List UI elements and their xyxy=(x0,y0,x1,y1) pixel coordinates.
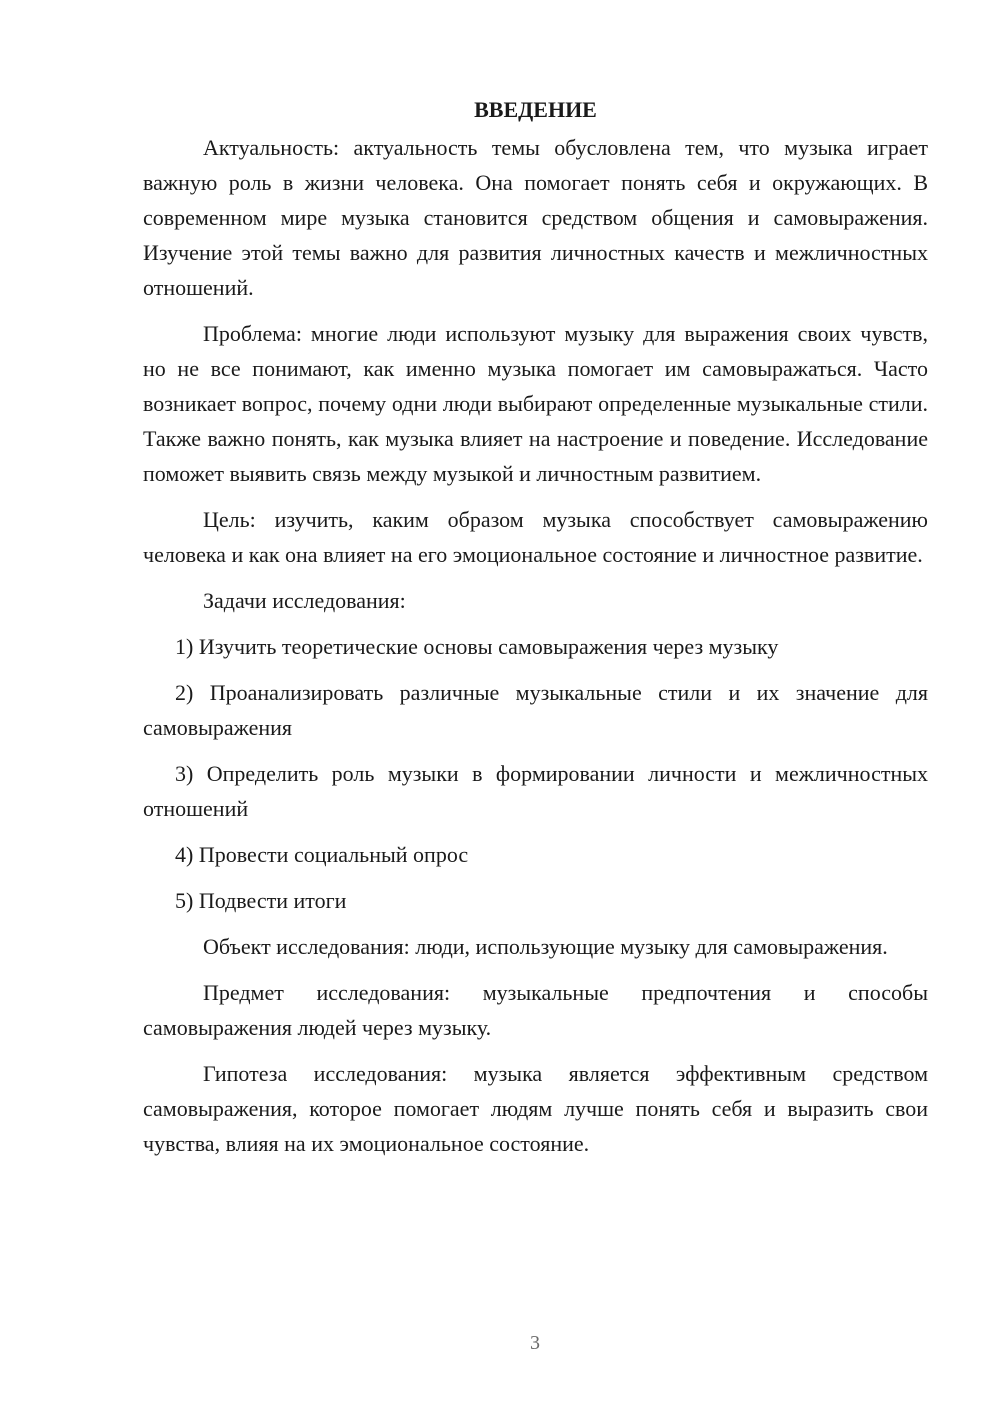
task-item-3: 3) Определить роль музыки в формировании личности и межличностных отношений xyxy=(143,761,928,821)
task-item-5: 5) Подвести итоги xyxy=(175,888,347,913)
subject-paragraph: Предмет исследования: музыкальные предпочтения и способы самовыражения людей через музыку. xyxy=(143,980,928,1040)
task-item-2: 2) Проанализировать различные музыкальные стили и их значение для самовыражения xyxy=(143,680,928,740)
problem-paragraph: Проблема: многие люди используют музыку для выражения своих чувств, но не все понимают, как именно музыка помогает им самовыражаться. Часто возникает вопрос, почему одни люди выбирают определенные музыкальные стили. Также важно понять, как музыка влияет на настроение и поведение. Исследование поможет выявить связь между музыкой и личностным развитием. xyxy=(143,321,928,486)
section-title: ВВЕДЕНИЕ xyxy=(474,97,597,122)
goal-paragraph: Цель: изучить, каким образом музыка способствует самовыражению человека и как она влияет на его эмоциональное состояние и личностное развитие. xyxy=(143,507,928,567)
tasks-heading: Задачи исследования: xyxy=(203,588,406,613)
page-number: 3 xyxy=(530,1332,540,1354)
object-paragraph: Объект исследования: люди, использующие музыку для самовыражения. xyxy=(203,934,888,959)
document-page xyxy=(143,92,928,1172)
tasks-list xyxy=(143,629,928,918)
relevance-paragraph: Актуальность: актуальность темы обусловлена тем, что музыка играет важную роль в жизни человека. Она помогает понять себя и окружающих. В современном мире музыка становится средством общения и самовыражения. Изучение этой темы важно для развития личностных качеств и межличностных отношений. xyxy=(143,135,928,300)
task-item-4: 4) Провести социальный опрос xyxy=(175,842,469,867)
task-item-1: 1) Изучить теоретические основы самовыражения через музыку xyxy=(175,634,779,659)
hypothesis-paragraph: Гипотеза исследования: музыка является эффективным средством самовыражения, которое помогает людям лучше понять себя и выразить свои чувства, влияя на их эмоциональное состояние. xyxy=(143,1061,928,1156)
